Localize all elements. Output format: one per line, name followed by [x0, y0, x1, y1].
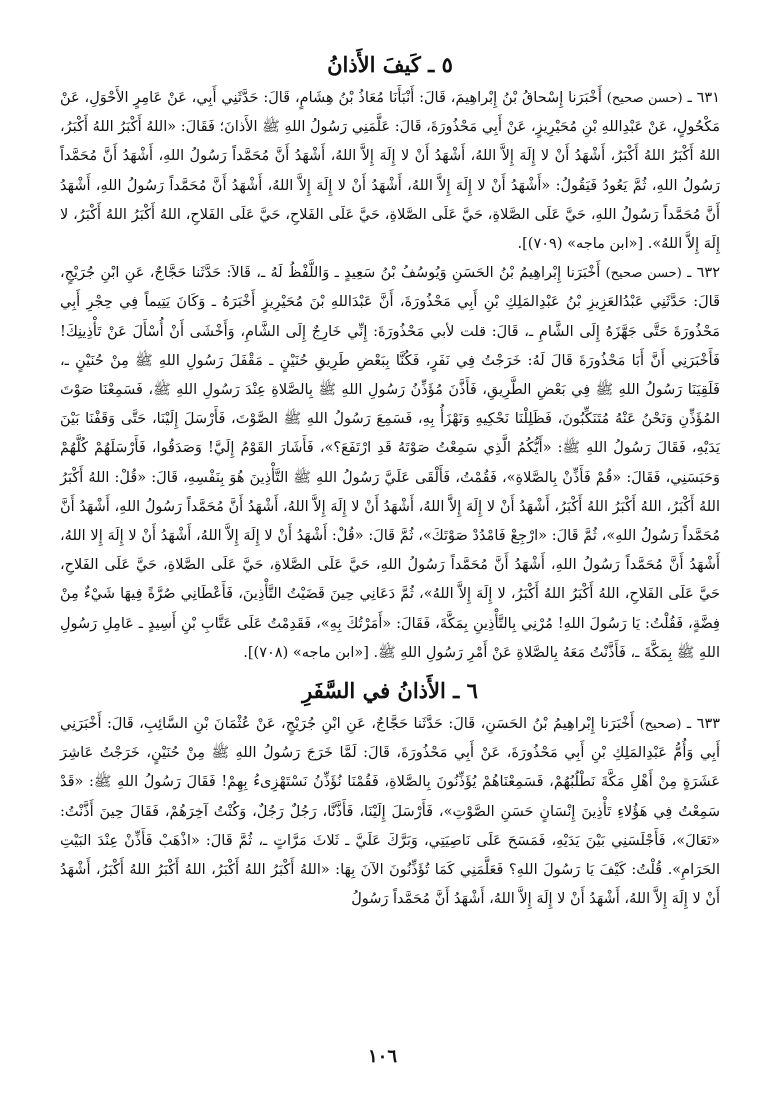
hadith-text: أَخْبَرَنا إِبْراهِيمُ بْنُ الحَسَنِ وَيُوسُفُ بْنُ سَعِيدٍ ـ وَاللَّفْظُ لَهُ ـ، قَالاَ: حَدَّثَنا حَجَّاجٌ، عَنِ ابْنِ جُرَيْجٍ، قَالَ: حَدَّثَنِي عَبْدُالعَزِيزِ بْنُ عَبْدِالمَلِكِ بْنِ أَبِي مَحْذُورَةَ، أَنَّ عَبْدَاللهِ بْنَ مُحَيْرِيزٍ أَخْبَرَهُ ـ وَكَانَ يَتِيماً فِي حِجْرِ أَبِي مَحْذُورَةَ حَتَّى جَهَّزَهُ إِلَى الشَّامِ ـ، قَالَ: قلت لأبي مَحْذُورَةَ: إِنِّي خَارِجٌ إِلَى الشَّامِ، وَأَخْشَى أَنْ أُسْأَلَ عَنْ تَأْذِينِكَ! فَأَخْبَرَنِي أَنَّ أَبَا مَحْذُورَةَ قَالَ لَهُ: خَرَجْتُ فِي نَفَرٍ، فَكُنَّا بِبَعْضِ طَرِيقِ حُنَيْنٍ ـ مَقْفَلَ رَسُولِ اللهِ ﷺ مِنْ حُنَيْنٍ ـ، فَلَقِيَنَا رَسُولُ اللهِ ﷺ فِي بَعْضِ الطَّرِيقِ، فَأَذَّنَ مُؤَذِّنُ رَسُولِ اللهِ ﷺ بِالصَّلاةِ عِنْدَ رَسُولِ اللهِ ﷺ، فَسَمِعْنَا صَوْتَ المُؤَذِّنِ وَنَحْنُ عَنْهُ مُتَنَكِّبُونَ، فَظَلِلْنَا نَحْكِيهِ وَنَهْزَأُ بِهِ، فَسَمِعَ رَسُولُ اللهِ ﷺ الصَّوْتَ، فَأَرْسَلَ إِلَيْنَا، حَتَّى وَقَفْنَا بَيْنَ يَدَيْهِ، فَقَالَ رَسُولُ اللهِ ﷺ: «أَيُّكُمُ الَّذِي سَمِعْتُ صَوْتَهُ قَدِ ارْتَفَعَ؟»، فَأَشَارَ القَوْمُ إِلَيَّ! وَصَدَقُوا، فَأَرْسَلَهُمْ كُلَّهُمْ وَحَبَسَنِي، فَقَالَ: «قُمْ فَأَذِّنْ بِالصَّلاةِ»، فَقُمْتُ، فَأَلْقَى عَلَيَّ رَسُولُ اللهِ ﷺ التَّأْذِينَ هُوَ بِنَفْسِهِ، قَالَ: «قُلْ: اللهُ أَكْبَرُ اللهُ أَكْبَرُ، اللهُ أَكْبَرُ اللهُ أَكْبَرُ، أَشْهَدُ أَنْ لا إِلَهَ إِلاَّ اللهُ، أَشْهَدُ أَنْ لا إِلَهَ إِلاَّ اللهُ، أَشْهَدُ أَنَّ مُحَمَّداً رَسُولُ اللهِ، أَشْهَدُ أَنَّ مُحَمَّداً رَسُولُ اللهِ»، ثُمَّ قَالَ: «ارْجِعْ فَامْدُدْ صَوْتَكَ»، ثُمَّ قَالَ: «قُلْ: أَشْهَدُ أَنْ لا إِلَهَ إِلاَّ اللهُ، أَشْهَدُ أَنْ لا إِلَهَ إِلا اللهُ، أَشْهَدُ أَنَّ مُحَمَّداً رَسُولُ اللهِ، أَشْهَدُ أَنَّ مُحَمَّداً رَسُولُ اللهِ، حَيَّ عَلَى الصَّلاةِ، حَيَّ عَلَى الصَّلاةِ، حَيَّ عَلَى الفَلاحِ، حَيَّ عَلَى الفَلاحِ، اللهُ أَكْبَرُ اللهُ أَكْبَرُ، لا إِلَهَ إِلاَّ اللهُ»، ثُمَّ دَعَانِي حِينَ قَضَيْتُ التَّأْذِينَ، فَأَعْطَانِي صُرَّةً فِيهَا شَيْءٌ مِنْ فِضَّةٍ، فَقُلْتُ: يَا رَسُولَ اللهِ! مُرْنِي بِالتَّأْذِينِ بِمَكَّةَ، فَقَالَ: «أَمَرْتُكَ بِهِ»، فَقَدِمْتُ عَلَى عَتَّابِ بْنِ أَسِيدٍ ـ عَامِلِ رَسُولِ اللهِ ﷺ بِمَكَّةَ ـ، فَأَذَّنْتُ مَعَهُ بِالصَّلاةِ عَنْ أَمْرِ رَسُولِ اللهِ ﷺ. — [60, 265, 721, 661]
hadith-grade: (حسن صحيح) — [605, 266, 682, 282]
hadith-633: ٦٣٣ ـ (صحيح) أَخْبَرَنا إِبْراهِيمُ بْنُ الحَسَنِ، قَالَ: حَدَّثَنا حَجَّاجٌ، عَنِ ابْنِ جُرَيْجٍ، عَنْ عُثْمَانَ بْنِ السَّائِبِ، قَالَ: أَخْبَرَنِي أَبِي وَأُمُّ عَبْدِالمَلِكِ بْنِ أَبِي مَحْذُورَةَ، عَنْ أَبِي مَحْذُورَةَ، قَالَ: لَمَّا خَرَجَ رَسُولُ اللهِ ﷺ مِنْ حُنَيْنٍ، خَرَجْتُ عَاشِرَ عَشَرَةٍ مِنْ أَهْلِ مَكَّةَ نَطْلُبُهُمْ، فَسَمِعْنَاهُمْ يُؤَذِّنُونَ بِالصَّلاةِ، فَقُمْنَا نُؤَذِّنُ نَسْتَهْزِىءُ بِهِمْ! فَقَالَ رَسُولُ اللهِ ﷺ: «قَدْ سَمِعْتُ فِي هَؤُلاءِ تَأْذِينَ إِنْسَانٍ حَسَنِ الصَّوْتِ»، فَأَرْسَلَ إِلَيْنَا، فَأَذَّنَّا، رَجُلٌ رَجُلٌ، وَكُنْتُ آخِرَهُمْ، فَقَالَ حِينَ أَذَّنْتُ: «تَعَالَ»، فَأَجْلَسَنِي بَيْنَ يَدَيْهِ، فَمَسَحَ عَلَى نَاصِيَتِي، وَبَرَّكَ عَلَيَّ ـ ثَلاثَ مَرَّاتٍ ـ، ثُمَّ قَالَ: «اذْهَبْ فَأَذِّنْ عِنْدَ البَيْتِ الحَرَامِ». قُلْتُ: كَيْفَ يَا رَسُولَ اللهِ؟ فَعَلَّمَنِي كَمَا تُؤَذِّنُونَ الآنَ بِهَا: «اللهُ أَكْبَرُ اللهُ أَكْبَرُ، اللهُ أَكْبَرُ اللهُ أَكْبَرُ، أَشْهَدُ أَنْ لا إِلَهَ إِلاَّ اللهُ، أَشْهَدُ أَنْ لا إِلَهَ إِلاَّ اللهُ، أَشْهَدُ أَنَّ مُحَمَّداً رَسُولُ — [60, 716, 721, 908]
document-page — [60, 40, 720, 1080]
hadith-reference: [«ابن ماجه» (٧٠٨)]. — [243, 644, 369, 661]
hadith-631: ٦٣١ ـ (حسن صحيح) أَخْبَرَنا إِسْحاقُ بْنُ إِبْراهِيمَ، قَالَ: أَنْبَأَنَا مُعَاذُ بْنُ هِشَامٍ، قَالَ: حَدَّثَنِي أَبِي، عَنْ عَامِرٍ الأَحْوَلِ، عَنْ مَكْحُولٍ، عَنْ عَبْدِاللهِ بْنِ مُحَيْرِيزٍ، عَنْ أَبِي مَحْذُورَةَ، قَالَ: عَلَّمَنِي رَسُولُ اللهِ ﷺ الأَذانَ؛ فَقَالَ: «اللهُ أَكْبَرُ اللهُ أَكْبَرُ، اللهُ أَكْبَرُ اللهُ أَكْبَرُ، أَشْهَدُ أَنْ لا إِلَهَ إِلاَّ اللهُ، أَشْهَدُ أَنْ لا إِلَهَ إِلاَّ اللهُ، أَشْهَدُ أَنَّ مُحَمَّداً رَسُولُ اللهِ، أَشْهَدُ أَنَّ مُحَمَّداً رَسُولُ اللهِ، ثُمَّ يَعُودُ فَيَقُولُ: «أَشْهَدُ أَنْ لا إِلَهَ إِلاَّ اللهُ، أَشْهَدُ أَنْ لا إِلَهَ إِلاَّ اللهُ، أَشْهَدُ أَنَّ مُحَمَّداً رَسُولُ اللهِ، أَشْهَدُ أَنَّ مُحَمَّداً رَسُولُ اللهِ، حَيَّ عَلَى الصَّلاةِ، حَيَّ عَلَى الصَّلاةِ، حَيَّ عَلَى الفَلاحِ، حَيَّ عَلَى الفَلاحِ، اللهُ أَكْبَرُ اللهُ أَكْبَرُ، لا إِلَهَ إِلاَّ اللهُ». [«ابن ماجه» (٧٠٩)]. — [60, 90, 720, 253]
hadith-number: ٦٣١ — [696, 90, 720, 106]
hadith-grade: (حسن صحيح) — [606, 91, 683, 106]
hadith-text: أَخْبَرَنا إِسْحاقُ بْنُ إِبْراهِيمَ، قَالَ: أَنْبَأَنَا مُعَاذُ بْنُ هِشَامٍ، قَالَ: حَدَّثَنِي أَبِي، عَنْ عَامِرٍ الأَحْوَلِ، عَنْ مَكْحُولٍ، عَنْ عَبْدِاللهِ بْنِ مُحَيْرِيزٍ، عَنْ أَبِي مَحْذُورَةَ، قَالَ: عَلَّمَنِي رَسُولُ اللهِ ﷺ الأَذانَ؛ فَقَالَ: «اللهُ أَكْبَرُ اللهُ أَكْبَرُ، اللهُ أَكْبَرُ اللهُ أَكْبَرُ، أَشْهَدُ أَنْ لا إِلَهَ إِلاَّ اللهُ، أَشْهَدُ أَنْ لا إِلَهَ إِلاَّ اللهُ، أَشْهَدُ أَنَّ مُحَمَّداً رَسُولُ اللهِ، أَشْهَدُ أَنَّ مُحَمَّداً رَسُولُ اللهِ، ثُمَّ يَعُودُ فَيَقُولُ: «أَشْهَدُ أَنْ لا إِلَهَ إِلاَّ اللهُ، أَشْهَدُ أَنْ لا إِلَهَ إِلاَّ اللهُ، أَشْهَدُ أَنَّ مُحَمَّداً رَسُولُ اللهِ، أَشْهَدُ أَنَّ مُحَمَّداً رَسُولُ اللهِ، حَيَّ عَلَى الصَّلاةِ، حَيَّ عَلَى الصَّلاةِ، حَيَّ عَلَى الفَلاحِ، حَيَّ عَلَى الفَلاحِ، اللهُ أَكْبَرُ اللهُ أَكْبَرُ، لا إِلَهَ إِلاَّ اللهُ». — [60, 90, 720, 253]
chapter-heading-6: ٦ ـ الأَذانُ في السَّفَرِ — [302, 678, 478, 704]
hadith-reference: [«ابن ماجه» (٧٠٩)]. — [517, 236, 644, 253]
hadith-number: ٦٣٢ — [696, 265, 720, 282]
hadith-number: ٦٣٣ — [696, 716, 721, 733]
chapter-heading-5: ٥ ـ كَيفَ الأَذانُ — [327, 52, 453, 77]
hadith-grade: (صحيح) — [639, 717, 682, 733]
page-number: ١٠٦ — [367, 1046, 397, 1067]
hadith-text: أَخْبَرَنا إِبْراهِيمُ بْنُ الحَسَنِ، قَالَ: حَدَّثَنا حَجَّاجٌ، عَنِ ابْنِ جُرَيْجٍ، عَنْ عُثْمَانَ بْنِ السَّائِبِ، قَالَ: أَخْبَرَنِي أَبِي وَأُمُّ عَبْدِالمَلِكِ بْنِ أَبِي مَحْذُورَةَ، عَنْ أَبِي مَحْذُورَةَ، قَالَ: لَمَّا خَرَجَ رَسُولُ اللهِ ﷺ مِنْ حُنَيْنٍ، خَرَجْتُ عَاشِرَ عَشَرَةٍ مِنْ أَهْلِ مَكَّةَ نَطْلُبُهُمْ، فَسَمِعْنَاهُمْ يُؤَذِّنُونَ بِالصَّلاةِ، فَقُمْنَا نُؤَذِّنُ نَسْتَهْزِىءُ بِهِمْ! فَقَالَ رَسُولُ اللهِ ﷺ: «قَدْ سَمِعْتُ فِي هَؤُلاءِ تَأْذِينَ إِنْسَانٍ حَسَنِ الصَّوْتِ»، فَأَرْسَلَ إِلَيْنَا، فَأَذَّنَّا، رَجُلٌ رَجُلٌ، وَكُنْتُ آخِرَهُمْ، فَقَالَ حِينَ أَذَّنْتُ: «تَعَالَ»، فَأَجْلَسَنِي بَيْنَ يَدَيْهِ، فَمَسَحَ عَلَى نَاصِيَتِي، وَبَرَّكَ عَلَيَّ ـ ثَلاثَ مَرَّاتٍ ـ، ثُمَّ قَالَ: «اذْهَبْ فَأَذِّنْ عِنْدَ البَيْتِ الحَرَامِ». قُلْتُ: كَيْفَ يَا رَسُولَ اللهِ؟ فَعَلَّمَنِي كَمَا تُؤَذِّنُونَ الآنَ بِهَا: «اللهُ أَكْبَرُ اللهُ أَكْبَرُ، اللهُ أَكْبَرُ اللهُ أَكْبَرُ، أَشْهَدُ أَنْ لا إِلَهَ إِلاَّ اللهُ، أَشْهَدُ أَنْ لا إِلَهَ إِلاَّ اللهُ، أَشْهَدُ أَنَّ مُحَمَّداً رَسُولُ — [60, 716, 720, 908]
hadith-632: ٦٣٢ ـ (حسن صحيح) أَخْبَرَنا إِبْراهِيمُ بْنُ الحَسَنِ وَيُوسُفُ بْنُ سَعِيدٍ ـ وَاللَّفْظُ لَهُ ـ، قَالاَ: حَدَّثَنا حَجَّاجٌ، عَنِ ابْنِ جُرَيْجٍ، قَالَ: حَدَّثَنِي عَبْدُالعَزِيزِ بْنُ عَبْدِالمَلِكِ بْنِ أَبِي مَحْذُورَةَ، أَنَّ عَبْدَاللهِ بْنَ مُحَيْرِيزٍ أَخْبَرَهُ ـ وَكَانَ يَتِيماً فِي حِجْرِ أَبِي مَحْذُورَةَ حَتَّى جَهَّزَهُ إِلَى الشَّامِ ـ، قَالَ: قلت لأبي مَحْذُورَةَ: إِنِّي خَارِجٌ إِلَى الشَّامِ، وَأَخْشَى أَنْ أُسْأَلَ عَنْ تَأْذِينِكَ! فَأَخْبَرَنِي أَنَّ أَبَا مَحْذُورَةَ قَالَ لَهُ: خَرَجْتُ فِي نَفَرٍ، فَكُنَّا بِبَعْضِ طَرِيقِ حُنَيْنٍ ـ مَقْفَلَ رَسُولِ اللهِ ﷺ مِنْ حُنَيْنٍ ـ، فَلَقِيَنَا رَسُولُ اللهِ ﷺ فِي بَعْضِ الطَّرِيقِ، فَأَذَّنَ مُؤَذِّنُ رَسُولِ اللهِ ﷺ بِالصَّلاةِ عِنْدَ رَسُولِ اللهِ ﷺ، فَسَمِعْنَا صَوْتَ المُؤَذِّنِ وَنَحْنُ عَنْهُ مُتَنَكِّبُونَ، فَظَلِلْنَا نَحْكِيهِ وَنَهْزَأُ بِهِ، فَسَمِعَ رَسُولُ اللهِ ﷺ الصَّوْتَ، فَأَرْسَلَ إِلَيْنَا، حَتَّى وَقَفْنَا بَيْنَ يَدَيْهِ، فَقَالَ رَسُولُ اللهِ ﷺ: «أَيُّكُمُ الَّذِي سَمِعْتُ صَوْتَهُ قَدِ ارْتَفَعَ؟»، فَأَشَارَ القَوْمُ إِلَيَّ! وَصَدَقُوا، فَأَرْسَلَهُمْ كُلَّهُمْ وَحَبَسَنِي، فَقَالَ: «قُمْ فَأَذِّنْ بِالصَّلاةِ»، فَقُمْتُ، فَأَلْقَى عَلَيَّ رَسُولُ اللهِ ﷺ التَّأْذِينَ هُوَ بِنَفْسِهِ، قَالَ: «قُلْ: اللهُ أَكْبَرُ اللهُ أَكْبَرُ، اللهُ أَكْبَرُ اللهُ أَكْبَرُ، أَشْهَدُ أَنْ لا إِلَهَ إِلاَّ اللهُ، أَشْهَدُ أَنْ لا إِلَهَ إِلاَّ اللهُ، أَشْهَدُ أَنَّ مُحَمَّداً رَسُولُ اللهِ، أَشْهَدُ أَنَّ مُحَمَّداً رَسُولُ اللهِ»، ثُمَّ قَالَ: «ارْجِعْ فَامْدُدْ صَوْتَكَ»، ثُمَّ قَالَ: «قُلْ: أَشْهَدُ أَنْ لا إِلَهَ إِلاَّ اللهُ، أَشْهَدُ أَنْ لا إِلَهَ إِلا اللهُ، أَشْهَدُ أَنَّ مُحَمَّداً رَسُولُ اللهِ، أَشْهَدُ أَنَّ مُحَمَّداً رَسُولُ اللهِ، حَيَّ عَلَى الصَّلاةِ، حَيَّ عَلَى الصَّلاةِ، حَيَّ عَلَى الفَلاحِ، حَيَّ عَلَى الفَلاحِ، اللهُ أَكْبَرُ اللهُ أَكْبَرُ، لا إِلَهَ إِلاَّ اللهُ»، ثُمَّ دَعَانِي حِينَ قَضَيْتُ التَّأْذِينَ، فَأَعْطَانِي صُرَّةً فِيهَا شَيْءٌ مِنْ فِضَّةٍ، فَقُلْتُ: يَا رَسُولَ اللهِ! مُرْنِي بِالتَّأْذِينِ بِمَكَّةَ، فَقَالَ: «أَمَرْتُكَ بِهِ»، فَقَدِمْتُ عَلَى عَتَّابِ بْنِ أَسِيدٍ ـ عَامِلِ رَسُولِ اللهِ ﷺ بِمَكَّةَ ـ، فَأَذَّنْتُ مَعَهُ بِالصَّلاةِ عَنْ أَمْرِ رَسُولِ اللهِ ﷺ. [«ابن ماجه» (٧٠٨)]. — [60, 265, 721, 661]
